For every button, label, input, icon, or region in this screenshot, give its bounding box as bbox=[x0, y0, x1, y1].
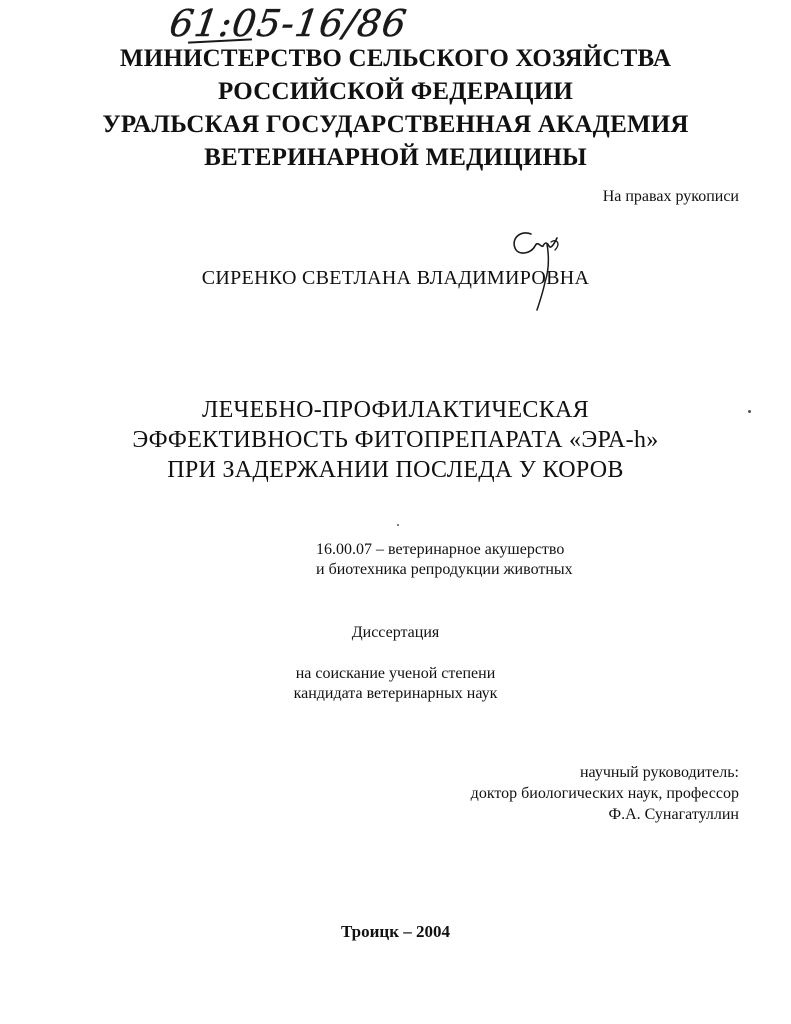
specialty-code bbox=[316, 540, 573, 580]
city-year: Троицк – 2004 bbox=[340, 922, 451, 941]
institution-header bbox=[0, 42, 791, 174]
signature-icon bbox=[503, 212, 573, 312]
scan-speck bbox=[397, 524, 399, 526]
title-line: ЭФФЕКТИВНОСТЬ ФИТОПРЕПАРАТА «ЭРА-h» bbox=[132, 427, 659, 453]
author-name: СИРЕНКО СВЕТЛАНА ВЛАДИМИРОВНА bbox=[201, 267, 590, 289]
scan-speck bbox=[748, 410, 751, 413]
title-line: ПРИ ЗАДЕРЖАНИИ ПОСЛЕДА У КОРОВ bbox=[167, 457, 624, 483]
supervisor-block bbox=[471, 762, 739, 825]
supervisor-role: научный руководитель: bbox=[579, 764, 739, 781]
header-line-vet-medicine: ВЕТЕРИНАРНОЙ МЕДИЦИНЫ bbox=[204, 144, 587, 171]
specialty-line: и биотехника репродукции животных bbox=[316, 561, 573, 578]
archive-code: 61:05-16/86 bbox=[166, 2, 410, 45]
degree-line: на соискание ученой степени bbox=[295, 665, 496, 682]
degree-info bbox=[0, 664, 791, 704]
manuscript-rights-note: На правах рукописи bbox=[602, 188, 739, 205]
supervisor-credentials: доктор биологических наук, профессор bbox=[470, 785, 739, 802]
header-line-federation: РОССИЙСКОЙ ФЕДЕРАЦИИ bbox=[217, 78, 574, 105]
header-line-ministry: МИНИСТЕРСТВО СЕЛЬСКОГО ХОЗЯЙСТВА bbox=[119, 45, 672, 72]
specialty-line: 16.00.07 – ветеринарное акушерство bbox=[316, 541, 565, 558]
supervisor-name: Ф.А. Сунагатуллин bbox=[608, 806, 739, 823]
header-line-academy: УРАЛЬСКАЯ ГОСУДАРСТВЕННАЯ АКАДЕМИЯ bbox=[102, 111, 689, 138]
degree-line: кандидата ветеринарных наук bbox=[293, 685, 498, 702]
title-line: ЛЕЧЕБНО-ПРОФИЛАКТИЧЕСКАЯ bbox=[202, 397, 589, 423]
dissertation-title bbox=[0, 395, 791, 485]
document-type: Диссертация bbox=[351, 624, 440, 641]
